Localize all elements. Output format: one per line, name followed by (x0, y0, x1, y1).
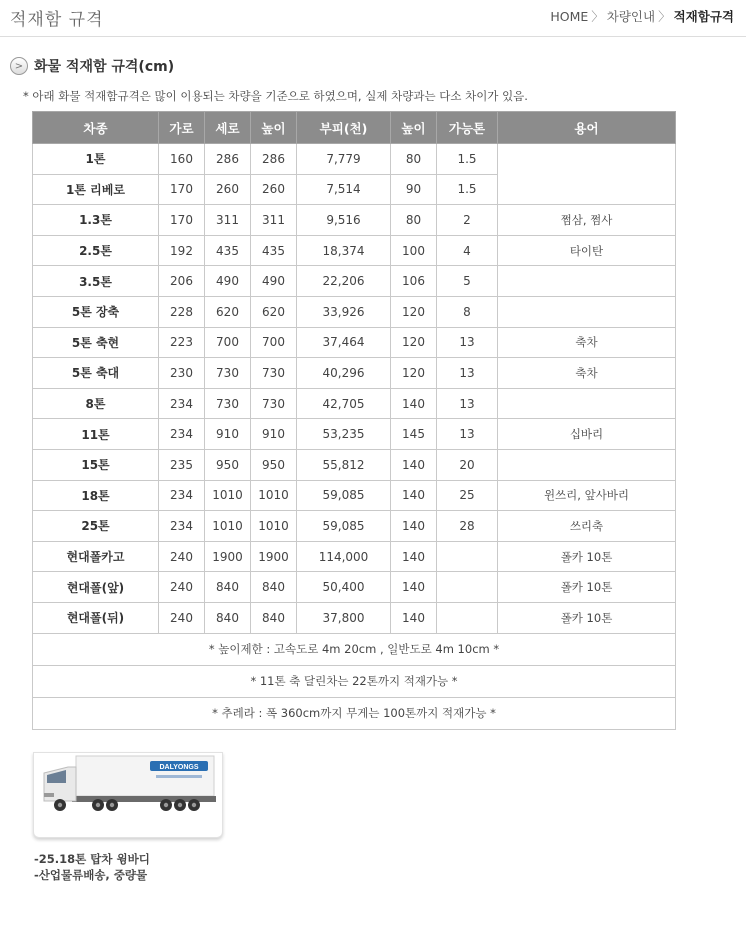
table-row (33, 296, 676, 327)
cell-volume: 59,085 (297, 511, 391, 542)
cell-volume: 55,812 (297, 449, 391, 480)
cell-term: 폴카 10톤 (498, 572, 676, 603)
cargo-spec-table (32, 111, 676, 730)
cell-height-2: 120 (391, 358, 437, 389)
cell-height: 840 (251, 572, 297, 603)
header-length: 세로 (205, 112, 251, 144)
cell-capacity: 20 (437, 449, 498, 480)
header-capacity: 가능톤 (437, 112, 498, 144)
cell-length: 700 (205, 327, 251, 358)
footnote-row (33, 665, 676, 697)
cell-capacity (437, 602, 498, 633)
cell-width: 228 (159, 296, 205, 327)
cell-height: 311 (251, 205, 297, 236)
cell-capacity: 13 (437, 419, 498, 450)
header-height: 높이 (251, 112, 297, 144)
footnote-text: * 11톤 축 달린차는 22톤까지 적재가능 * (33, 665, 676, 697)
cell-vehicle-type: 현대폴(뒤) (33, 602, 159, 633)
cell-volume: 22,206 (297, 266, 391, 297)
cell-width: 235 (159, 449, 205, 480)
cell-vehicle-type: 15톤 (33, 449, 159, 480)
cell-capacity: 13 (437, 388, 498, 419)
cell-height: 840 (251, 602, 297, 633)
cell-length: 1010 (205, 480, 251, 511)
brand-stripe (156, 775, 202, 778)
cell-height-2: 145 (391, 419, 437, 450)
cell-capacity: 8 (437, 296, 498, 327)
cell-volume: 9,516 (297, 205, 391, 236)
cell-term: 윈쓰리, 앞사바리 (498, 480, 676, 511)
brand-logo-text: DALYONGS (159, 764, 199, 771)
cell-vehicle-type: 현대폴카고 (33, 541, 159, 572)
cell-vehicle-type: 5톤 장축 (33, 296, 159, 327)
cell-capacity: 13 (437, 358, 498, 389)
footnote-row (33, 697, 676, 729)
cell-term (498, 388, 676, 419)
cell-term: 쓰리축 (498, 511, 676, 542)
cell-term: 폴카 10톤 (498, 602, 676, 633)
cell-term (498, 144, 676, 205)
cell-term (498, 296, 676, 327)
cell-volume: 50,400 (297, 572, 391, 603)
table-row (33, 602, 676, 633)
table-row (33, 511, 676, 542)
cell-length: 490 (205, 266, 251, 297)
cell-height: 1010 (251, 511, 297, 542)
footnote-text: * 추레라 : 폭 360cm까지 무게는 100톤까지 적재가능 * (33, 697, 676, 729)
cell-capacity: 25 (437, 480, 498, 511)
cell-length: 1010 (205, 511, 251, 542)
table-row (33, 205, 676, 236)
cell-term: 타이탄 (498, 235, 676, 266)
header-term: 용어 (498, 112, 676, 144)
table-row (33, 572, 676, 603)
table-row (33, 388, 676, 419)
cell-height-2: 120 (391, 296, 437, 327)
cell-height-2: 140 (391, 511, 437, 542)
cell-height: 1900 (251, 541, 297, 572)
footnote-row (33, 633, 676, 665)
cell-height: 950 (251, 449, 297, 480)
cell-volume: 37,800 (297, 602, 391, 633)
table-row (33, 266, 676, 297)
cell-width: 230 (159, 358, 205, 389)
cell-height: 260 (251, 174, 297, 205)
cell-width: 240 (159, 541, 205, 572)
cell-vehicle-type: 5톤 축현 (33, 327, 159, 358)
cell-term: 축차 (498, 358, 676, 389)
cell-volume: 18,374 (297, 235, 391, 266)
table-row (33, 419, 676, 450)
cell-width: 234 (159, 511, 205, 542)
breadcrumb-current: 적재함규격 (673, 9, 734, 24)
header-volume: 부피(천) (297, 112, 391, 144)
spec-note: * 아래 화물 적재함규격은 많이 이용되는 차량을 기준으로 하였으며, 실제 차량과는 다소 차이가 있음. (23, 89, 528, 103)
cell-height: 730 (251, 358, 297, 389)
cell-length: 1900 (205, 541, 251, 572)
cell-volume: 7,514 (297, 174, 391, 205)
cell-volume: 40,296 (297, 358, 391, 389)
footnote-text: * 높이제한 : 고속도로 4m 20cm , 일반도로 4m 10cm * (33, 633, 676, 665)
cell-height-2: 140 (391, 480, 437, 511)
table-row (33, 235, 676, 266)
section-heading (10, 56, 174, 76)
cell-height: 910 (251, 419, 297, 450)
cell-capacity: 1.5 (437, 174, 498, 205)
cell-volume: 37,464 (297, 327, 391, 358)
cell-capacity: 5 (437, 266, 498, 297)
cell-height: 286 (251, 144, 297, 175)
cell-capacity (437, 541, 498, 572)
table-row (33, 144, 676, 175)
table-row (33, 449, 676, 480)
breadcrumb-home[interactable]: HOME (550, 9, 589, 24)
cell-volume: 114,000 (297, 541, 391, 572)
cell-capacity: 28 (437, 511, 498, 542)
cell-height-2: 140 (391, 449, 437, 480)
cell-vehicle-type: 25톤 (33, 511, 159, 542)
header-height-2: 높이 (391, 112, 437, 144)
cell-width: 192 (159, 235, 205, 266)
cell-length: 730 (205, 358, 251, 389)
cell-length: 840 (205, 572, 251, 603)
cell-vehicle-type: 1톤 (33, 144, 159, 175)
cell-width: 240 (159, 602, 205, 633)
cell-length: 910 (205, 419, 251, 450)
cell-height-2: 106 (391, 266, 437, 297)
cell-height-2: 80 (391, 144, 437, 175)
table-row (33, 358, 676, 389)
chevron-right-icon: 〉 (658, 9, 671, 24)
cell-width: 234 (159, 480, 205, 511)
cell-height: 730 (251, 388, 297, 419)
truck-caption-2: -산업물류배송, 중량물 (34, 868, 148, 882)
cell-height: 620 (251, 296, 297, 327)
cell-height-2: 120 (391, 327, 437, 358)
cell-capacity: 13 (437, 327, 498, 358)
cell-volume: 59,085 (297, 480, 391, 511)
cell-height: 700 (251, 327, 297, 358)
cell-vehicle-type: 1톤 리베로 (33, 174, 159, 205)
arrow-circle-icon: > (10, 57, 28, 75)
cell-capacity (437, 572, 498, 603)
header-width: 가로 (159, 112, 205, 144)
cell-length: 730 (205, 388, 251, 419)
breadcrumb-vehicle-guide[interactable]: 차량인내 (606, 9, 656, 24)
section-title: 화물 적재함 규격(cm) (34, 59, 175, 75)
cab-bumper (44, 793, 54, 797)
cell-vehicle-type: 2.5톤 (33, 235, 159, 266)
cell-vehicle-type: 3.5톤 (33, 266, 159, 297)
cell-vehicle-type: 11톤 (33, 419, 159, 450)
cell-width: 240 (159, 572, 205, 603)
cell-height-2: 80 (391, 205, 437, 236)
cell-height-2: 140 (391, 572, 437, 603)
cell-height-2: 140 (391, 541, 437, 572)
cell-length: 950 (205, 449, 251, 480)
table-row (33, 480, 676, 511)
breadcrumb (550, 7, 734, 25)
cell-width: 234 (159, 388, 205, 419)
chevron-right-icon: 〉 (591, 9, 604, 24)
cell-capacity: 2 (437, 205, 498, 236)
cell-height: 490 (251, 266, 297, 297)
cell-vehicle-type: 8톤 (33, 388, 159, 419)
cell-term: 쩜삼, 쩜사 (498, 205, 676, 236)
cell-volume: 53,235 (297, 419, 391, 450)
header-vehicle: 차종 (33, 112, 159, 144)
cell-width: 234 (159, 419, 205, 450)
cell-vehicle-type: 18톤 (33, 480, 159, 511)
cell-length: 620 (205, 296, 251, 327)
truck-photo-card (33, 752, 223, 838)
cell-volume: 42,705 (297, 388, 391, 419)
cell-length: 840 (205, 602, 251, 633)
cell-term (498, 449, 676, 480)
cell-vehicle-type: 1.3톤 (33, 205, 159, 236)
cell-length: 260 (205, 174, 251, 205)
cell-width: 223 (159, 327, 205, 358)
cell-vehicle-type: 현대폴(앞) (33, 572, 159, 603)
title-divider (0, 36, 746, 37)
cell-height: 435 (251, 235, 297, 266)
cell-vehicle-type: 5톤 축대 (33, 358, 159, 389)
truck-image (38, 753, 218, 833)
cell-height: 1010 (251, 480, 297, 511)
truck-caption-1: -25.18톤 탑차 윙바디 (34, 852, 150, 866)
cell-width: 170 (159, 205, 205, 236)
cell-term: 축차 (498, 327, 676, 358)
cell-capacity: 4 (437, 235, 498, 266)
cell-volume: 7,779 (297, 144, 391, 175)
table-row (33, 327, 676, 358)
cell-length: 286 (205, 144, 251, 175)
cell-length: 435 (205, 235, 251, 266)
cell-term (498, 266, 676, 297)
cell-height-2: 140 (391, 388, 437, 419)
cell-term: 폴카 10톤 (498, 541, 676, 572)
cell-width: 160 (159, 144, 205, 175)
cell-term: 십바리 (498, 419, 676, 450)
cell-capacity: 1.5 (437, 144, 498, 175)
cell-height-2: 100 (391, 235, 437, 266)
cell-height-2: 90 (391, 174, 437, 205)
page-title: 적재함 규격 (10, 10, 104, 30)
cell-width: 170 (159, 174, 205, 205)
table-row (33, 541, 676, 572)
cell-width: 206 (159, 266, 205, 297)
table-header-row (33, 112, 676, 144)
cell-volume: 33,926 (297, 296, 391, 327)
cell-length: 311 (205, 205, 251, 236)
cell-height-2: 140 (391, 602, 437, 633)
